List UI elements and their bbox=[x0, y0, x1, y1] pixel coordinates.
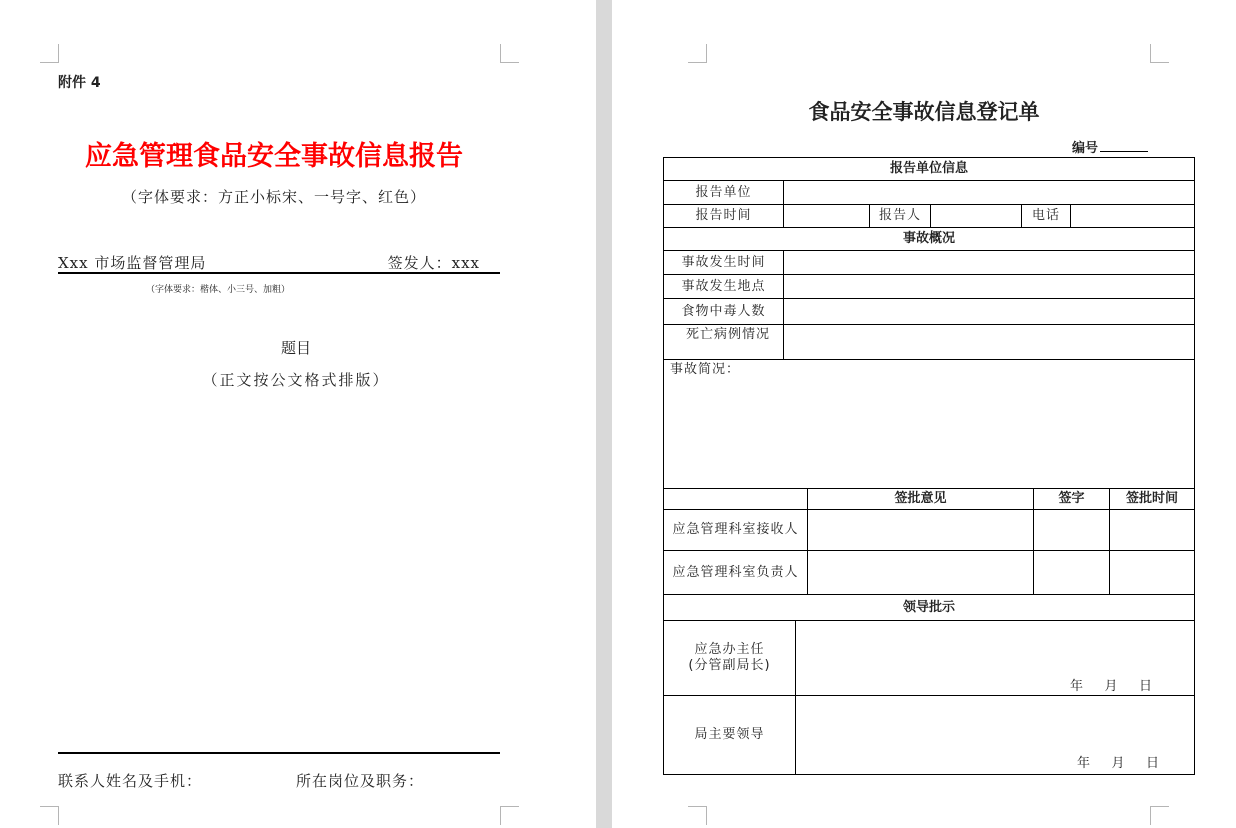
issuer-line bbox=[58, 252, 500, 274]
office-head-time bbox=[1109, 550, 1195, 595]
phone-label: 电话 bbox=[1021, 204, 1071, 228]
serial-label: 编号 bbox=[1072, 141, 1099, 156]
brief-label: 事故简况： bbox=[663, 359, 1195, 489]
right-page bbox=[612, 0, 1236, 828]
reporting-time-label: 报告时间 bbox=[663, 204, 784, 228]
approval-header-blank bbox=[663, 488, 808, 510]
receiver-opinion bbox=[807, 509, 1034, 551]
crop-mark bbox=[40, 806, 59, 825]
director-title: 应急办主任 bbox=[694, 642, 765, 657]
crop-mark bbox=[40, 44, 59, 63]
main-leader-label: 局主要领导 bbox=[663, 695, 796, 775]
reporting-unit-label: 报告单位 bbox=[663, 180, 784, 205]
form-title: 食品安全事故信息登记单 bbox=[808, 99, 1040, 124]
title-font-requirement: （字体要求：方正小标宋、一号字、红色） bbox=[121, 188, 426, 206]
section-reporter-info: 报告单位信息 bbox=[663, 157, 1195, 181]
reporter-value bbox=[930, 204, 1022, 228]
occur-time-value bbox=[783, 250, 1195, 275]
crop-mark bbox=[1150, 44, 1169, 63]
phone-value bbox=[1070, 204, 1195, 228]
signature-header: 签字 bbox=[1033, 488, 1110, 510]
position-label: 所在岗位及职务： bbox=[296, 772, 425, 790]
occur-place-label: 事故发生地点 bbox=[663, 274, 784, 299]
office-head-opinion bbox=[807, 550, 1034, 595]
office-head-signature bbox=[1033, 550, 1110, 595]
occur-place-value bbox=[783, 274, 1195, 299]
attachment-label: 附件 4 bbox=[58, 75, 101, 91]
footer-rule bbox=[58, 752, 500, 754]
issuer-name: Xxx 市场监督管理局 bbox=[58, 254, 207, 272]
report-title: 应急管理食品安全事故信息报告 bbox=[85, 141, 463, 172]
approval-opinion-header: 签批意见 bbox=[807, 488, 1034, 510]
receiver-signature bbox=[1033, 509, 1110, 551]
director-subtitle: (分管副局长) bbox=[688, 658, 771, 673]
main-leader-date: 年 月 日 bbox=[1077, 756, 1161, 771]
occur-time-label: 事故发生时间 bbox=[663, 250, 784, 275]
issuer-font-requirement: （字体要求：楷体、小三号、加粗） bbox=[146, 285, 291, 295]
reporting-unit-value bbox=[783, 180, 1195, 205]
poisoned-count-value bbox=[783, 298, 1195, 325]
section-leader-instructions: 领导批示 bbox=[663, 594, 1195, 621]
approval-time-header: 签批时间 bbox=[1109, 488, 1195, 510]
crop-mark bbox=[1150, 806, 1169, 825]
contact-label: 联系人姓名及手机： bbox=[58, 772, 203, 790]
crop-mark bbox=[688, 44, 707, 63]
crop-mark bbox=[688, 806, 707, 825]
crop-mark bbox=[500, 806, 519, 825]
poisoned-count-label: 食物中毒人数 bbox=[663, 298, 784, 325]
receiver-label: 应急管理科室接收人 bbox=[663, 509, 808, 551]
body-format-note: （正文按公文格式排版） bbox=[202, 371, 390, 389]
director-date: 年 月 日 bbox=[1070, 679, 1154, 694]
death-cases-value bbox=[783, 324, 1195, 360]
office-head-label: 应急管理科室负责人 bbox=[663, 550, 808, 595]
director-label bbox=[663, 620, 796, 696]
receiver-time bbox=[1109, 509, 1195, 551]
signer: 签发人：xxx bbox=[387, 254, 480, 272]
serial-blank bbox=[1100, 138, 1148, 152]
reporting-time-value bbox=[783, 204, 870, 228]
topic-heading: 题目 bbox=[280, 339, 311, 357]
left-page bbox=[0, 0, 596, 828]
section-overview: 事故概况 bbox=[663, 227, 1195, 251]
reporter-label: 报告人 bbox=[869, 204, 931, 228]
crop-mark bbox=[500, 44, 519, 63]
death-cases-label: 死亡病例情况 bbox=[663, 324, 784, 360]
serial-number-field bbox=[1072, 137, 1148, 156]
